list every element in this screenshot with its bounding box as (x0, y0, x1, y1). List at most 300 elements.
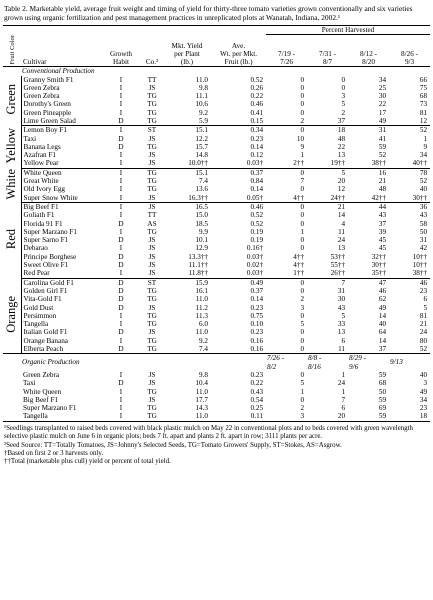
period-4-cell: 43 (419, 211, 428, 220)
footnotes (4, 425, 430, 467)
period-1-cell: 1†† (266, 269, 307, 278)
company-header: Co.² (145, 58, 159, 67)
company-cell: JS (148, 395, 156, 404)
yield-cell: 11.0 (195, 412, 208, 421)
period-2-cell: 5 (341, 168, 346, 177)
period-4-cell: 68 (419, 92, 428, 101)
period-1-cell: 0 (300, 328, 305, 337)
period-1-cell: 0 (300, 75, 305, 84)
avg-weight-cell: 0.52 (250, 211, 264, 220)
table-row (3, 236, 430, 244)
period-3-cell: 32†† (371, 252, 387, 261)
table-row (3, 379, 430, 387)
growth-habit-header: Growth Habit (110, 49, 132, 67)
company-cell: JS (148, 303, 156, 312)
period-3-cell: 37 (378, 219, 387, 228)
company-cell: TG (147, 286, 157, 295)
cultivar-cell: Tangella (23, 320, 49, 329)
period-2-cell: 5 (341, 100, 346, 109)
avg-weight-cell: 0.34 (250, 126, 264, 135)
company-cell: TG (141, 345, 163, 354)
period-2-cell: 7 (341, 395, 346, 404)
growth-habit-cell: D (118, 295, 124, 304)
avg-weight-cell: 0.43 (250, 387, 264, 396)
period-1-cell: 3 (300, 412, 305, 421)
period-1-cell: 10 (296, 134, 305, 143)
growth-habit-cell: D (118, 286, 124, 295)
table-row (3, 202, 430, 211)
period-4-cell: 1 (423, 134, 428, 143)
growth-habit-cell: I (119, 370, 123, 379)
yield-cell: 15.1 (195, 168, 208, 177)
growth-habit-cell: I (119, 177, 123, 186)
yield-header: Mkt. Yield per Plant (lb.) (171, 41, 203, 67)
fruit-color-text: Red (4, 229, 19, 250)
cultivar-cell: Green Zebra (23, 92, 60, 101)
table-row (3, 312, 430, 320)
avg-weight-cell: 0.11 (250, 412, 264, 421)
company-cell: ST (147, 126, 157, 135)
table-row (3, 345, 430, 354)
cultivar-cell: Debarao (23, 244, 48, 253)
organic-period-4-header: 9/13 (389, 354, 430, 371)
period-4-cell: 75 (419, 83, 428, 92)
company-cell: JS (148, 379, 156, 388)
company-cell: TG (147, 185, 157, 194)
table-row (3, 185, 430, 193)
company-cell: JS (148, 370, 156, 379)
table-row (3, 371, 430, 379)
growth-habit-cell: I (119, 168, 123, 177)
yield-cell: 15.7 (195, 142, 208, 151)
table-row (3, 84, 430, 92)
yield-cell: 10.0†† (163, 159, 211, 168)
cultivar-cell: Italian Gold F1 (23, 328, 68, 337)
fruit-color-label (3, 168, 21, 202)
period-1-cell: 7 (300, 177, 305, 186)
table-row (3, 177, 430, 185)
table-row (3, 220, 430, 228)
period-3-cell: 31 (378, 126, 387, 135)
period-4-cell: 12 (389, 117, 430, 126)
period-1-cell: 0 (300, 370, 305, 379)
period-2-cell: 11 (307, 345, 348, 354)
company-cell: TG (147, 142, 157, 151)
cultivar-cell: Yellow Pear (21, 159, 101, 168)
period-2-cell: 12 (337, 185, 346, 194)
period-1-cell: 0 (300, 236, 305, 245)
cultivar-cell: White Queen (23, 387, 62, 396)
company-cell: TG (147, 311, 157, 320)
fruit-color-label (3, 126, 21, 168)
avg-weight-cell: 0.14 (250, 295, 264, 304)
company-cell: TG (147, 387, 157, 396)
growth-habit-cell: I (119, 412, 123, 421)
yield-cell: 15.9 (195, 278, 208, 287)
period-3-cell: 30†† (371, 261, 387, 270)
table-row (3, 253, 430, 261)
period-3-cell: 30 (378, 92, 387, 101)
period-3-cell: 34 (378, 75, 387, 84)
period-4-cell: 81 (419, 108, 428, 117)
cultivar-cell: Golden Girl F1 (23, 286, 68, 295)
yield-cell: 13.6 (195, 185, 208, 194)
period-2-cell: 21 (337, 202, 346, 211)
avg-weight-cell: 0.03† (211, 159, 266, 168)
fruit-color-text: White (4, 168, 19, 200)
cultivar-cell: Gold Dust (23, 303, 54, 312)
period-3-cell: 47 (378, 278, 387, 287)
yield-cell: 16.1 (195, 286, 208, 295)
company-cell: JS (148, 261, 156, 270)
yield-cell: 9.9 (199, 227, 208, 236)
growth-habit-cell: D (118, 219, 124, 228)
period-1-cell: 4†† (293, 252, 305, 261)
growth-habit-cell: I (119, 126, 123, 135)
period-2-cell: 48 (337, 134, 346, 143)
organic-period-3-header: 8/29 - 9/6 (348, 354, 389, 371)
period-4-cell: 24 (419, 328, 428, 337)
growth-habit-cell: D (118, 328, 124, 337)
avg-weight-cell: 0.23 (250, 303, 264, 312)
growth-habit-cell: D (118, 252, 124, 261)
growth-habit-cell: I (119, 336, 123, 345)
avg-weight-cell: 0.37 (250, 168, 264, 177)
table-row (3, 194, 430, 203)
yield-cell: 11.3 (195, 311, 208, 320)
avg-weight-cell: 0.37 (250, 286, 264, 295)
yield-cell: 11.8†† (163, 269, 211, 278)
period-1-cell: 1 (300, 151, 305, 160)
company-cell: TG (147, 108, 157, 117)
period-4-cell: 3 (423, 379, 428, 388)
period-4-cell: 52 (389, 345, 430, 354)
period-3-cell: 59 (378, 142, 387, 151)
company-cell: TG (147, 100, 157, 109)
period-4-cell: 42 (419, 244, 428, 253)
avg-weight-cell: 0.46 (250, 202, 264, 211)
table-row (3, 295, 430, 303)
company-cell: TG (147, 168, 157, 177)
growth-habit-cell: I (101, 159, 141, 168)
cultivar-cell: Super Marzano F1 (23, 227, 77, 236)
cultivar-cell: Persimmon (23, 311, 57, 320)
avg-weight-cell: 0.23 (250, 328, 264, 337)
avg-weight-cell: 0.52 (250, 75, 264, 84)
yield-cell: 16.5 (195, 202, 208, 211)
period-2-cell: 18 (337, 126, 346, 135)
period-3-cell: 43 (378, 211, 387, 220)
yield-cell: 11.1 (195, 92, 208, 101)
period-2-cell: 55†† (330, 261, 346, 270)
period-3-cell: 62 (378, 295, 387, 304)
cultivar-cell: Granny Smith F1 (23, 75, 74, 84)
period-4-cell: 18 (419, 412, 428, 421)
yield-cell: 11.2 (195, 303, 208, 312)
period-2-cell: 33 (337, 320, 346, 329)
avg-weight-cell: 0.22 (250, 379, 264, 388)
cultivar-cell: Azafran F1 (23, 151, 57, 160)
company-cell: JS (141, 269, 163, 278)
growth-habit-cell: I (119, 404, 123, 413)
period-3-cell: 16 (378, 168, 387, 177)
growth-habit-cell: I (119, 75, 123, 84)
cultivar-cell: Big Beef F1 (23, 395, 59, 404)
company-cell: TG (147, 295, 157, 304)
period-1-cell: 0 (300, 92, 305, 101)
company-cell: TG (147, 404, 157, 413)
growth-habit-cell: D (118, 303, 124, 312)
table-row (3, 109, 430, 117)
growth-habit-cell: I (119, 92, 123, 101)
avg-weight-cell: 0.10 (250, 320, 264, 329)
cultivar-cell: Lime Green Salad (21, 117, 101, 126)
growth-habit-cell: I (119, 395, 123, 404)
period-3-cell: 41 (378, 134, 387, 143)
growth-habit-cell: D (101, 345, 141, 354)
avg-weight-cell: 0.16 (250, 336, 264, 345)
period-4-cell: 66 (419, 75, 428, 84)
period-2-cell: 20 (337, 177, 346, 186)
period-3-cell: 59 (378, 370, 387, 379)
cultivar-cell: Carolina Gold F1 (23, 278, 74, 287)
cultivar-cell: Florida 91 F1 (23, 219, 63, 228)
yield-cell: 11.0 (195, 75, 208, 84)
table-row (3, 278, 430, 287)
yield-cell: 7.4 (163, 345, 211, 354)
period-3-cell: 21 (378, 177, 387, 186)
period-2-cell: 7 (341, 278, 346, 287)
cultivar-cell: Green Zebra (23, 370, 60, 379)
fruit-color-text: Orange (4, 296, 19, 333)
avg-weight-cell: 0.49 (250, 278, 264, 287)
period-3-cell: 49 (378, 303, 387, 312)
company-cell: JS (148, 151, 156, 160)
avg-weight-cell: 0.22 (250, 92, 264, 101)
period-3-cell: 22 (378, 100, 387, 109)
growth-habit-cell: I (119, 244, 123, 253)
period-1-cell: 0 (300, 211, 305, 220)
period-4-cell: 50 (419, 227, 428, 236)
period-3-cell: 17 (378, 108, 387, 117)
table-row (3, 117, 430, 126)
period-2-cell: 26†† (307, 269, 348, 278)
avg-weight-cell: 0.19 (250, 236, 264, 245)
company-cell: JS (148, 134, 156, 143)
company-cell: JS (141, 194, 163, 203)
cultivar-cell: Orange Banana (23, 336, 69, 345)
growth-habit-cell: I (101, 194, 141, 203)
table-header (3, 26, 430, 67)
table-row (3, 328, 430, 336)
footnote-3: †Based on first 2 or 3 harvests only. (4, 449, 104, 457)
cultivar-cell: Red Pear (21, 269, 101, 278)
period-3-cell: 64 (378, 328, 387, 337)
growth-habit-cell: D (118, 278, 124, 287)
period-2-cell: 22 (337, 142, 346, 151)
yield-cell: 15.0 (195, 211, 208, 220)
company-cell: TG (141, 117, 163, 126)
period-2-cell: 53†† (330, 252, 346, 261)
period-4-cell: 10†† (412, 261, 428, 270)
avg-weight-cell: 0.02† (246, 261, 264, 270)
avg-weight-cell: 0.16† (246, 244, 264, 253)
table-row (3, 320, 430, 328)
fruit-color-header: Fruit Color (8, 34, 16, 65)
yield-cell: 12.2 (195, 134, 208, 143)
growth-habit-cell: I (119, 227, 123, 236)
period-1-cell: 2 (300, 404, 305, 413)
period-1-cell: 0 (300, 100, 305, 109)
period-4-cell: 34 (419, 395, 428, 404)
period-1-cell: 0 (300, 286, 305, 295)
cultivar-cell: Elberta Peach (21, 345, 101, 354)
table-row (3, 211, 430, 219)
yield-cell: 14.8 (195, 151, 208, 160)
table-row (3, 388, 430, 396)
period-3-cell: 38†† (348, 159, 389, 168)
period-3-cell: 45 (378, 244, 387, 253)
avg-weight-cell: 0.52 (250, 219, 264, 228)
organic-period-2-header: 8/8 - 8/16 (307, 354, 348, 371)
period-1-cell: 0 (300, 168, 305, 177)
yield-cell: 5.9 (163, 117, 211, 126)
cultivar-cell: Tangella (23, 412, 48, 421)
period-4-cell: 23 (419, 286, 428, 295)
period-4-cell: 21 (419, 320, 428, 329)
avg-weight-cell: 0.19 (250, 227, 264, 236)
period-2-cell: 24 (337, 379, 346, 388)
cultivar-cell: Old Ivory Egg (23, 185, 66, 194)
growth-habit-cell: I (119, 211, 123, 220)
period-2-cell: 11 (338, 227, 346, 236)
yield-cell: 11.0 (195, 295, 208, 304)
period-3-cell: 46 (378, 286, 387, 295)
table-row (3, 126, 430, 135)
growth-habit-cell: D (118, 236, 124, 245)
cultivar-cell: Super Snow White (21, 194, 101, 203)
period-4-cell: 6 (423, 295, 428, 304)
avg-weight-cell: 0.15 (211, 117, 266, 126)
period-1-cell: 4†† (293, 261, 305, 270)
avg-weight-cell: 0.54 (250, 395, 264, 404)
period-4-cell: 49 (419, 387, 428, 396)
period-3-cell: 39 (378, 227, 387, 236)
period-4-cell: 40 (419, 370, 428, 379)
avg-weight-header: Ave. Wt. per Mkt. Fruit (lb.) (219, 41, 258, 67)
cultivar-cell: Banana Legs (23, 142, 61, 151)
period-2-cell: 0 (341, 83, 346, 92)
fruit-color-label (3, 202, 21, 278)
growth-habit-cell: D (118, 379, 124, 388)
avg-weight-cell: 0.23 (250, 134, 264, 143)
yield-cell: 9.2 (199, 336, 208, 345)
fruit-color-label (3, 278, 21, 354)
period-3-cell: 52 (378, 151, 387, 160)
period-3-cell: 37 (348, 345, 389, 354)
period-3-cell: 42†† (348, 194, 389, 203)
growth-habit-cell: I (119, 83, 123, 92)
cultivar-cell: Great White (23, 177, 59, 186)
period-1-cell: 0 (300, 311, 305, 320)
avg-weight-cell: 0.23 (250, 370, 264, 379)
table-row (3, 159, 430, 168)
company-cell: JS (141, 159, 163, 168)
period-4-cell: 52 (419, 126, 428, 135)
cultivar-header: Cultivar (23, 58, 47, 67)
yield-cell: 16.3†† (163, 194, 211, 203)
organic-section-label: Organic Production (21, 354, 266, 371)
yield-cell: 10.4 (195, 379, 208, 388)
period-4-cell: 40 (419, 185, 428, 194)
period-2-cell: 2 (341, 108, 346, 117)
growth-habit-cell: I (101, 269, 141, 278)
avg-weight-cell: 0.05† (211, 194, 266, 203)
period-2-cell: 3 (341, 92, 346, 101)
yield-cell: 9.8 (199, 83, 208, 92)
period-2-cell: 31 (337, 286, 346, 295)
period-3-cell: 48 (378, 185, 387, 194)
period-2-cell: 4 (341, 219, 346, 228)
avg-weight-cell: 0.16 (211, 345, 266, 354)
yield-table (3, 25, 430, 422)
yield-cell: 10.6 (195, 100, 208, 109)
period-2-cell: 13 (337, 244, 346, 253)
period-2-cell: 24 (337, 236, 346, 245)
period-2-cell: 37 (307, 117, 348, 126)
period-4-cell: 10†† (412, 252, 428, 261)
period-1-cell: 5 (300, 379, 305, 388)
period-3-cell: 25 (378, 83, 387, 92)
period-2-cell: 1 (341, 370, 346, 379)
organic-section (3, 354, 430, 421)
period-1-cell: 0 (300, 244, 305, 253)
yield-cell: 13.3†† (188, 252, 208, 261)
period-4-cell: 58 (419, 219, 428, 228)
table-row (3, 228, 430, 236)
cultivar-cell: Principe Borghese (23, 252, 77, 261)
period-4-cell: 78 (419, 168, 428, 177)
table-caption: Table 2. Marketable yield, average fruit weight and timing of yield for thirty-three tomato varieties grown conventionally and six varieties grown using organic fertilization and pest management practices in unreplicated plots at Wanatah, Indiana, 2002.¹ (4, 4, 413, 22)
period-2-cell: 6 (341, 404, 346, 413)
company-cell: JS (148, 244, 156, 253)
footnote-4: ††Total (marketable plus cull) yield or percent of total yield. (4, 458, 171, 466)
company-cell: JS (148, 252, 156, 261)
period-3-cell: 68 (378, 379, 387, 388)
period-1-cell: 1 (300, 227, 305, 236)
fruit-color-text: Green (4, 84, 19, 115)
cultivar-cell: Green Pineapple (23, 108, 72, 117)
organic-period-1-header: 7/26 - 8/2 (266, 354, 307, 371)
period-2-cell: 43 (337, 303, 346, 312)
period-4-cell: 40†† (389, 159, 430, 168)
period-1-cell: 0 (300, 278, 305, 287)
period-2-cell: 20 (337, 412, 346, 421)
yield-cell: 6.0 (199, 320, 208, 329)
fruit-color-label (3, 76, 21, 126)
period-2-cell: 6 (341, 336, 346, 345)
company-cell: TG (147, 336, 157, 345)
company-cell: TT (147, 211, 157, 220)
period-3-cell: 45 (378, 236, 387, 245)
period-4-cell: 31 (419, 236, 428, 245)
period-2-cell: 0 (341, 75, 346, 84)
period-4-cell: 38†† (389, 269, 430, 278)
period-3-cell: 14 (378, 336, 387, 345)
period-3-cell: 49 (348, 117, 389, 126)
period-2-cell: 30 (337, 295, 346, 304)
growth-habit-cell: I (119, 108, 123, 117)
